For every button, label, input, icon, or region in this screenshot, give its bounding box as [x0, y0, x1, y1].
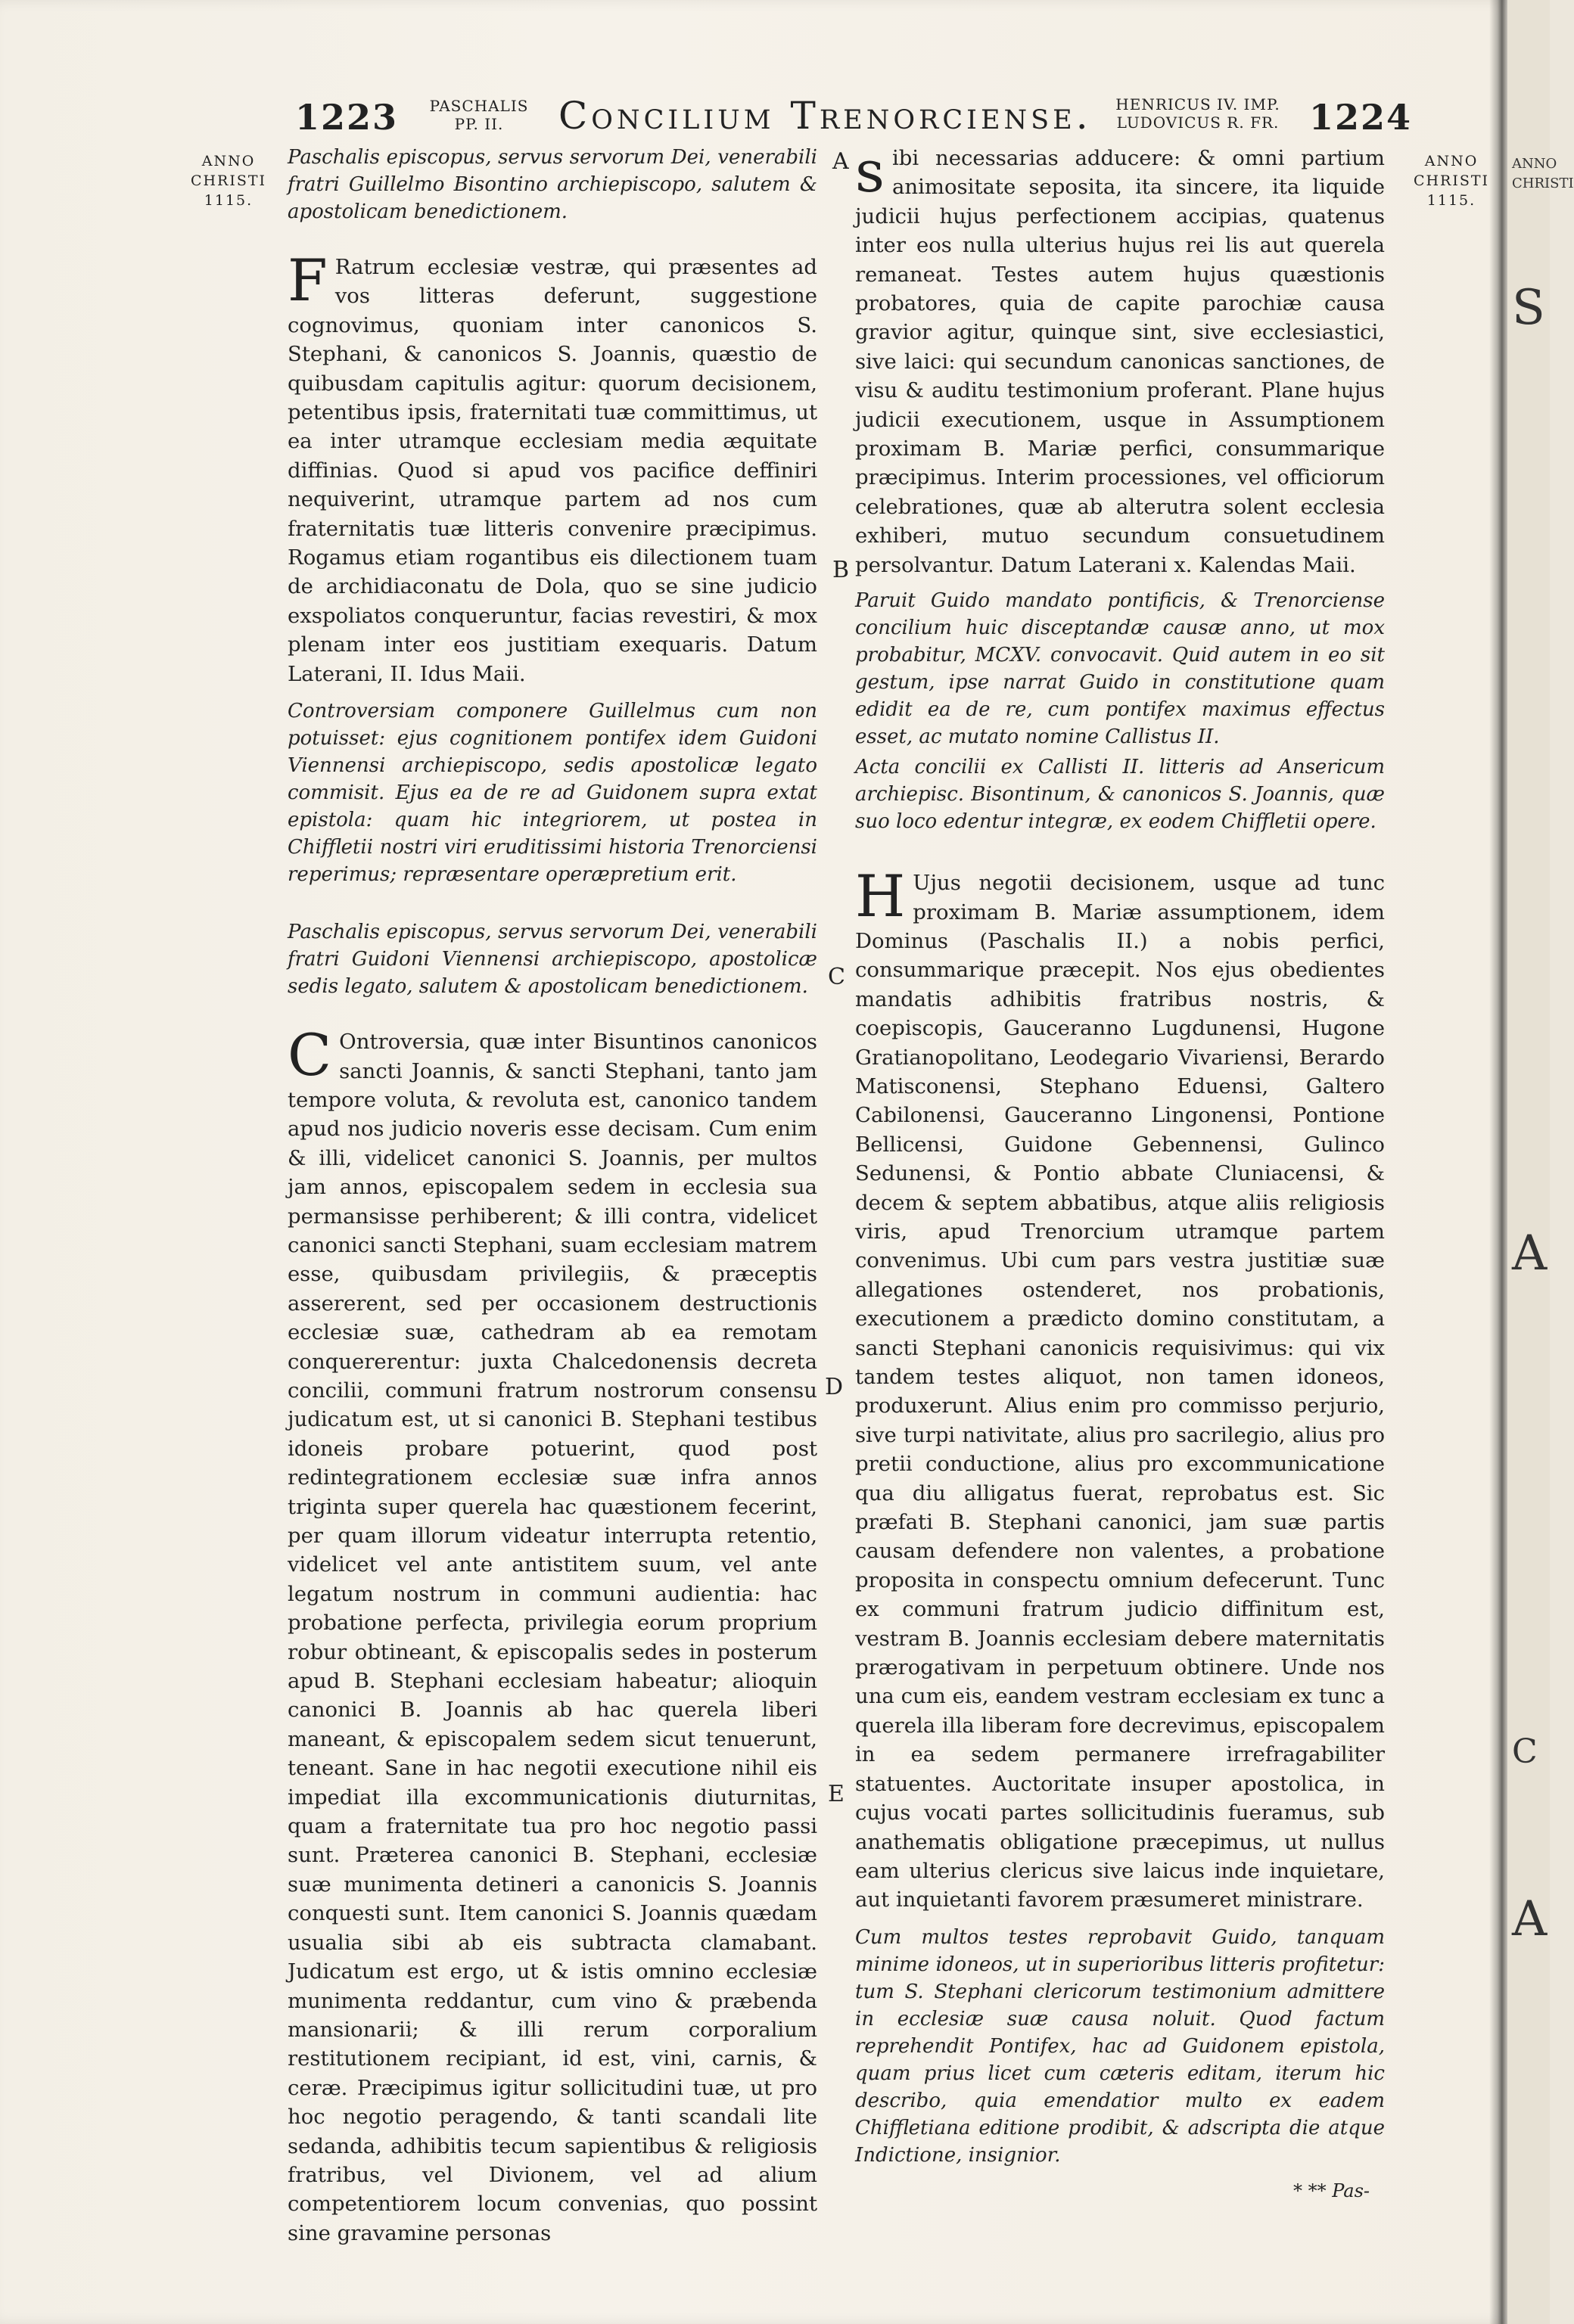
right-column — [855, 138, 1385, 2205]
ruler-label — [1103, 95, 1292, 132]
catchword: * ** Pas- — [1292, 2180, 1370, 2201]
book-gutter — [1489, 0, 1507, 2324]
margin-anno: ANNO — [1424, 153, 1479, 169]
salutation-guido: Paschalis episcopus, servus servorum Dei, venerabili fratri Guidoni Viennensi archiepiscopo, apostolicæ sedis legato, salutem & apostolicam benedictionem. — [288, 921, 817, 999]
adjacent-anno: ANNO — [1512, 156, 1557, 172]
adjacent-page-edge — [1507, 0, 1574, 2324]
margin-year-left — [176, 151, 282, 210]
king-name: LUDOVICUS R. FR. — [1116, 113, 1280, 132]
section-mark-e: E — [828, 1781, 845, 1807]
adjacent-christi: CHRISTI — [1512, 176, 1574, 191]
margin-christi: CHRISTI — [1413, 172, 1490, 189]
page-title: Concilium Trenorciense. — [558, 94, 1092, 138]
letter-to-guido-continued: sibi necessarias adducere: & omni partium animositate seposita, ita sincere, ita liquide judicii hujus perfectionem accipias, quatenus inter eos nulla ulterius hujus rei lis aut querela remaneat. Testes autem hujus quæstionis probatores, quia de capite parochiæ causa gravior agitur, quinque sint, sive ecclesiastici, sive laici: qui secundum canonicas sanctiones, de visu & auditu testimonium proferant. Plane hujus judicii executionem, usque in Assumptionem proximam B. Mariæ perfici, consummarique præcipimus. Interim processiones, vel officiorum celebrationes, quæ ab alterutra solent ecclesia exhiberi, mutuo secundum consuetudinem persolvantur. Datum Laterani x. Kalendas Maii. — [855, 138, 1385, 577]
section-mark-b: B — [832, 557, 850, 583]
adjacent-initial-c: C — [1512, 1732, 1538, 1771]
section-mark-d: D — [825, 1374, 844, 1400]
salutation-guillelmus: Paschalis episcopus, servus servorum Dei, venerabili fratri Guillelmo Bisontino archiepiscopo, salutem & apostolicam benedictionem. — [288, 146, 817, 223]
pope-name: PASCHALIS — [429, 97, 529, 115]
left-column — [288, 144, 817, 2257]
editor-note-council — [855, 587, 1385, 835]
margin-year: 1115. — [204, 192, 254, 209]
council-acts: HUjus negotii decisionem, usque ad tunc proximam B. Mariæ assumptionem, idem Dominus (Paschalis II.) a nobis perfici, consummarique præcepit. Nos ejus obedientes mandatis adhibitis fratribus nostris, & coepiscopis, Gauceranno Lugdunensi, Hugone Gratianopolitano, Leodegario Vivariensi, Berardo Matisconensi, Stephano Eduensi, Galtero Cabilonensi, Gauceranno Lingonensi, Pontione Bellicensi, Guidone Gebennensi, Gulinco Sedunensi, & Pontio abbate Cluniacensi, & decem & septem abbatibus, atque aliis religiosis viris, apud Trenorcium utramque partem convenimus. Ubi cum pars vestra justitiæ suæ allegationes ostenderet, nos probationis, executionem a prædicto domino constitutam, a sancti Stephani canonicis requisivimus: qui vix tandem testes aliquot, non tamen idoneos, produxerunt. Alius enim pro commisso perjurio, sive turpi nativitate, alius pro sacrilegio, alius pro pretii conductione, alius pro excommunicatione qua diu alligatus fuerat, reprobatus est. Sic præfati B. Stephani canonici, jam suæ partis causam defendere non valentes, a probatione proposita in conspectu omnium defecerunt. Tunc ex communi fratrum judicio diffinitum est, vestram B. Joannis ecclesiam debere maternitatis prærogativam in perpetuum obtinere. Unde nos una cum eis, eandem vestram ecclesiam ex tunc a querela illa liberam fore decrevimus, episcopalem in ea sedem permanere irrefragabiliter statuentes. Auctoritate insuper apostolica, in cujus vocati partes sollicitudinis fueramus, sub anathematis obligatione præcepimus, ut nullus eam ulterius clericus sive laicus inde inquietare, aut inquietanti favorem præsumeret ministrare. — [855, 862, 1385, 1912]
margin-anno: ANNO — [201, 153, 256, 169]
margin-year-right — [1406, 151, 1497, 210]
editor-note-witnesses: Cum multos testes reprobavit Guido, tanquam minime idoneos, ut in superioribus litteris profitetur: tum S. Stephani clericorum testimonium admittere in ecclesiæ suæ causa noluit. Quod factum reprehendit Pontifex, hac ad Guidonem epistola, quam prius licet cum cæteris editam, iterum hic describo, quia emendatior multo ex eadem Chiffletiana editione prodibit, & adscripta die atque Indictione, insignior. — [855, 1925, 1385, 2167]
section-mark-c: C — [828, 964, 845, 990]
pope-number: PP. II. — [454, 115, 504, 133]
page-number-right: 1224 — [1309, 97, 1413, 138]
adjacent-initial-a2: A — [1512, 1891, 1548, 1947]
letter-to-guillelmus: FRatrum ecclesiæ vestræ, qui præsentes ad vos litteras deferunt, suggestione cognovimus, quoniam inter canonicos S. Stephani, & canonicos S. Joannis, quæstio de quibusdam capitulis agitur: quorum decisionem, petentibus ipsis, fraternitati tuæ committimus, ut ea inter utramque ecclesiam media æquitate diffinias. Quod si apud vos pacifice deffiniri nequiverint, utramque partem ad nos cum fraternitatis tuæ litteris convenire præcipimus. Rogamus etiam rogantibus eis dilectionem tuam de archidiaconatu de Dola, quo se sine judicio exspoliatos conqueruntur, facias revestiri, & mox plenam inter eos justitiam exequaris. Datum Laterani, II. Idus Maii. — [288, 247, 817, 686]
margin-year: 1115. — [1426, 192, 1476, 209]
letter-to-guido: COntroversia, quæ inter Bisuntinos canonicos sancti Joannis, & sancti Stephani, tanto jam tempore voluta, & revoluta est, canonico tandem apud nos judicio noveris esse decisam. Cum enim & illi, videlicet canonici S. Joannis, per multos jam annos, episcopalem sedem in ecclesia sua permansisse perhiberent; & illi contra, videlicet canonici sancti Stephani, suam ecclesiam matrem esse, quibusdam privilegiis, & præceptis assererent, sed per occasionem destructionis ecclesiæ suæ, cathedram ab ea remotam conquererentur: juxta Chalcedonensis decreta concilii, communi fratrum nostrorum consensu judicatum est, ut si canonici B. Stephani testibus idoneis probare potuerint, quod post redintegrationem ecclesiæ suæ infra annos triginta super querela hac quæstionem fecerint, per quam illorum videatur interrupta retentio, videlicet vel ante antistitem suum, vel ante legatum nostrum in communi audientia: hac probatione perfecta, privilegia eorum proprium robur obtineant, & episcopalis sedes in posterum apud B. Stephani ecclesiam habeatur; alioquin canonici B. Joannis ab hac querela liberi maneant, & episcopalem sedem sicut tenuerunt, teneant. Sane in hac negotii executione nihil eis impediat illa excommunicationis diuturnitas, quam a fraternitate tua pro hoc negotio passi sunt. Præterea canonici B. Stephani, ecclesiæ suæ munimenta detineri a canonicis S. Joannis conquesti sunt. Item canonici S. Joannis quædam usualia sibi ab eis subtracta clamabant. Judicatum est ergo, ut & istis omnino ecclesiæ munimenta reddantur, cum vino & præbenda mansionarii; & illi rerum corporalium restitutionem recipiant, id est, vini, carnis, & ceræ. Præcipimus igitur sollicitudini tuæ, ut pro hoc negotio peragendo, & tanti scandali lite sedanda, adhibitis tecum sapientibus & religiosis fratribus, vel Divionem, vel ad alium competentiorem locum convenias, quo possint sine gravamine personas — [288, 1021, 817, 2245]
page-number-left: 1223 — [295, 97, 399, 138]
note-paragraph: Paruit Guido mandato pontificis, & Trenorciense concilium huic disceptandæ causæ anno, ut mox probabitur, MCXV. convocavit. Quid autem in eo sit gestum, ipse narrat Guido in constitutione quam edidit ea de re, cum pontifex maximus effectus esset, ac mutato nomine Callistus II. — [855, 589, 1385, 749]
editor-note-guido: Controversiam componere Guillelmus cum non potuisset: ejus cognitionem pontifex idem Guidoni Viennensi archiepiscopo, sedis apostolicæ legato commisit. Ejus ea de re ad Guidonem supra extat epistola: quam hic integriorem, ut postea in Chiffletii nostri viri eruditissimi historia Trenorciensi reperimus; repræsentare operæpretium erit. — [288, 700, 817, 887]
pope-label — [422, 97, 536, 133]
section-mark-a: A — [832, 148, 849, 175]
emperor-name: HENRICUS IV. IMP. — [1115, 95, 1280, 113]
adjacent-initial-s: S — [1512, 280, 1545, 336]
note-paragraph: Acta concilii ex Callisti II. litteris ad Ansericum archiepisc. Bisontinum, & canonicos S. Joannis, quæ suo loco edentur integræ, ex eodem Chiffletii opere. — [855, 756, 1385, 834]
margin-christi: CHRISTI — [190, 172, 267, 189]
adjacent-initial-a: A — [1512, 1226, 1548, 1282]
